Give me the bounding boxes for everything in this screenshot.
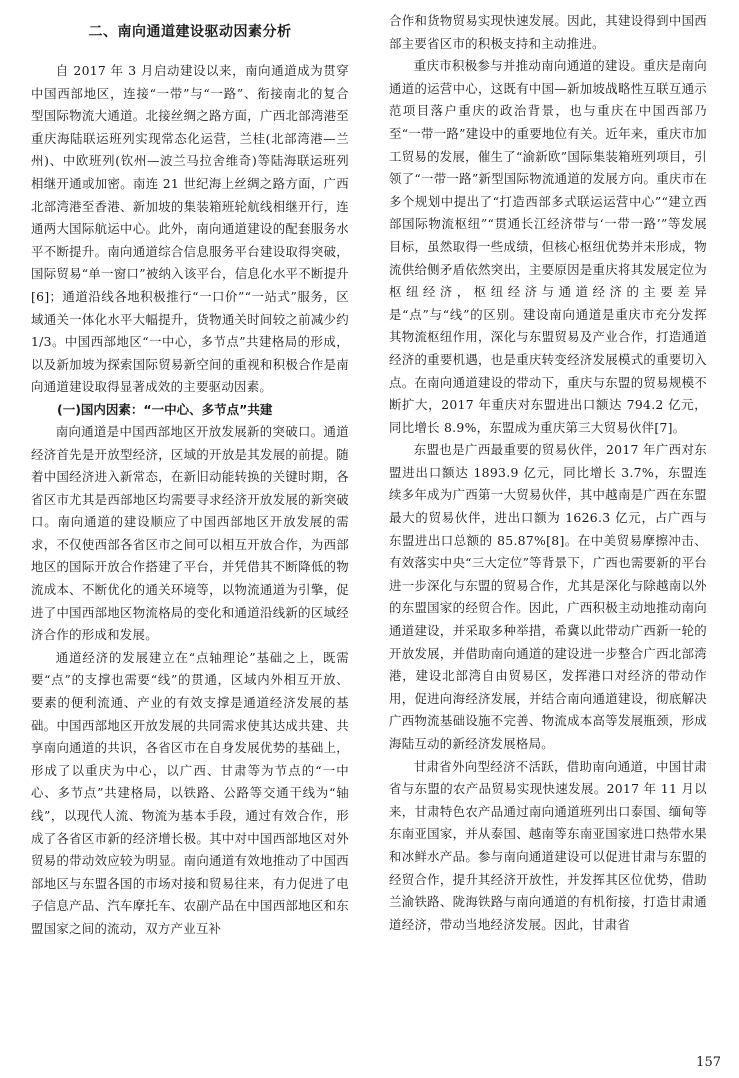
left-column (31, 10, 349, 941)
right-column (389, 10, 707, 936)
paragraph: 通道经济的发展建立在“点轴理论”基础之上，既需要“点”的支撑也需要“线”的贯通，区域内外相互开放、要素的便利流通、产业的有效支撑是通道经济发展的基础。中国西部地区开放发展的共同需求使其达成共建、共享南向通道的共识，各省区市在自身发展优势的基础上，形成了以重庆为中心，以广西、甘肃等为节点的“一中心、多节点”共建格局，以铁路、公路等交通干线为“轴线”，以现代人流、物流为基本手段，通过有效合作，形成了各省区市新的经济增长极。其中对中国西部地区对外贸易的带动效应较为明显。南向通道有效地推动了中国西部地区与东盟各国的市场对接和贸易往来，有力促进了电子信息产品、汽车摩托车、农副产品在中国西部地区和东盟国家之间的流动，双方产业互补 (31, 649, 349, 936)
paragraph: 自 2017 年 3 月启动建设以来，南向通道成为贯穿中国西部地区，连接“一带”与“一路”、衔接南北的复合型国际物流大通道。北接丝绸之路方面，广西北部湾港至重庆海陆联运班列实现常态化运营，兰桂(北部湾港—兰州)、中欧班列(钦州—波兰马拉舍维奇)等陆海联运班列相继开通或加密。南连 21 世纪海上丝绸之路方面，广西北部湾港至香港、新加坡的集装箱班轮航线相继开行，连通两大国际航运中心。此外，南向通道建设的配套服务水平不断提升。南向通道综合信息服务平台建设取得突破，国际贸易“单一窗口”被纳入该平台，信息化水平不断提升[6]；通道沿线各地积极推行“一口价”“一站式”服务，区域通关一体化水平大幅提升，货物通关时间较之前减少约 1/3。中国西部地区“一中心，多节点”共建格局的形成，以及新加坡为探索国际贸易新空间的重视和积极合作是南向通道建设取得显著成效的主要驱动因素。 (31, 63, 349, 395)
paragraph: 重庆市积极参与并推动南向通道的建设。重庆是南向通道的运营中心，这既有中国—新加坡战略性互联互通示范项目落户重庆的政治背景，也与重庆在中国西部乃至“一带一路”建设中的重要地位有关。近年来，重庆市加工贸易的发展，催生了“渝新欧”国际集装箱班列项目，引领了“一带一路”新型国际物流通道的发展方向。重庆市在多个规划中提出了“打造西部多式联运运营中心”“建立西部国际物流枢纽”“贯通长江经济带与‘一带一路’”等发展目标，虽然取得一些成绩，但核心枢纽优势并未形成，物流供给侧矛盾依然突出，主要原因是重庆将其发展定位为枢纽经济，枢纽经济与通道经济的主要差异是“点”与“线”的区别。建设南向通道是重庆市充分发挥其物流枢纽作用，深化与东盟贸易及产业合作，打造通道经济的重要机遇，也是重庆转变经济发展模式的重要切入点。在南向通道建设的带动下，重庆与东盟的贸易规模不断扩大，2017 年重庆对东盟进出口额达 794.2 亿元，同比增长 8.9%，东盟成为重庆第三大贸易伙伴[7]。 (389, 58, 707, 435)
paragraph: 合作和货物贸易实现快速发展。因此，其建设得到中国西部主要省区市的积极支持和主动推进。 (389, 13, 707, 51)
subsection-title: (一)国内因素：“一中心、多节点”共建 (57, 401, 273, 417)
section-title: 二、南向通道建设驱动因素分析 (88, 24, 292, 40)
paragraph: 南向通道是中国西部地区开放发展新的突破口。通道经济首先是开放型经济，区域的开放是其发展的前提。随着中国经济进入新常态，在新旧动能转换的关键时期，各省区市尤其是西部地区均需要寻求经济开放发展的新突破口。南向通道的建设顺应了中国西部地区开放发展的需求，不仅使西部各省区市之间可以相互开放合作，为西部地区的国际开放合作搭建了平台，并凭借其不断降低的物流成本、不断优化的通关环境等，以物流通道为引擎，促进了中国西部地区物流格局的变化和通道沿线新的区域经济合作的形成和发展。 (31, 423, 349, 643)
paragraph: 东盟也是广西最重要的贸易伙伴，2017 年广西对东盟进出口额达 1893.9 亿元，同比增长 3.7%，东盟连续多年成为广西第一大贸易伙伴，其中越南是广西在东盟最大的贸易伙伴，进出口额为 1626.3 亿元，占广西与东盟进出口总额的 85.87%[8]。在中美贸易摩擦冲击、有效落实中央“三大定位”等背景下，广西也需要新的平台进一步深化与东盟的贸易合作，尤其是深化与除越南以外的东盟国家的经贸合作。因此，广西积极主动地推动南向通道建设，并采取多种举措，希冀以此带动广西新一轮的开放发展，并借助南向通道的建设进一步整合广西北部湾港，建设北部湾自由贸易区，发挥港口对经济的带动作用，促进向海经济发展，并结合南向通道建设，彻底解决广西物流基础设施不完善、物流成本高等发展瓶颈，形成海陆互动的新经济发展格局。 (389, 442, 707, 751)
page-number: 157 (696, 1055, 721, 1070)
paragraph: 甘肃省外向型经济不活跃，借助南向通道，中国甘肃省与东盟的农产品贸易实现快速发展。2017 年 11 月以来，甘肃特色农产品通过南向通道班列出口泰国、缅甸等东南亚国家，并从泰国、越南等东南亚国家进口热带水果和冰鲜水产品。参与南向通道建设可以促进甘肃与东盟的经贸合作，提升其经济开放性，并发挥其区位优势，借助兰渝铁路、陇海铁路与南向通道的有机衔接，打造甘肃通道经济，带动当地经济发展。因此，甘肃省 (389, 758, 707, 932)
